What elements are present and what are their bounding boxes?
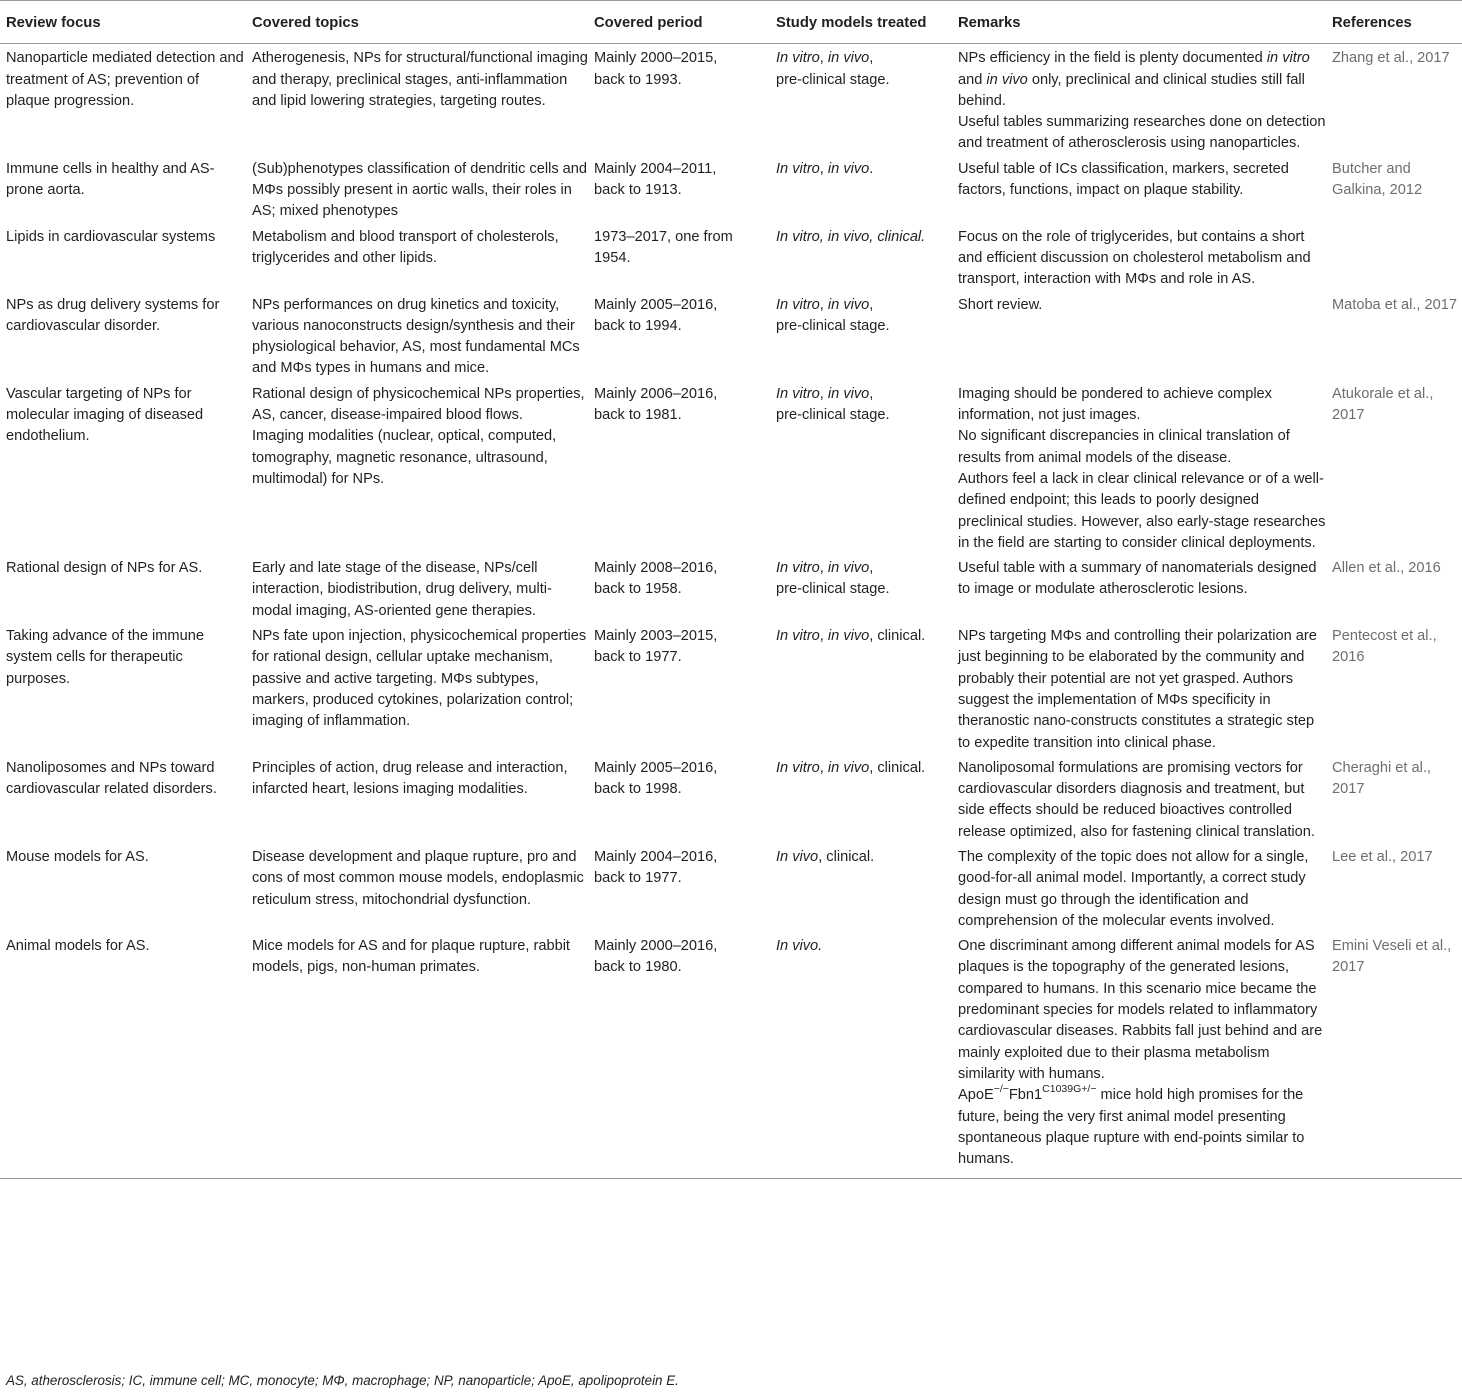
cell-remarks [952, 225, 1326, 293]
models-line [776, 159, 952, 180]
remarks-segment: Useful table with a summary of nanomaterials designed to image or modulate atherosclerotic lesions. [958, 560, 1317, 598]
cell-study-models [770, 225, 952, 293]
models-line [776, 626, 952, 647]
models-segment: in vivo [827, 50, 870, 67]
remarks-segment: The complexity of the topic does not allow for a single, good-for-all animal model. Importantly, a correct study design must go through the identification and comprehension of the molecular events involved. [958, 848, 1309, 929]
remarks-paragraph [958, 847, 1326, 932]
models-segment: in vivo [827, 628, 870, 645]
period-back: back to 1981. [594, 407, 682, 424]
period-main: Mainly 2008–2016, [594, 560, 718, 577]
cell-study-models [770, 845, 952, 934]
models-segment: In vivo [776, 848, 819, 865]
cell-covered-topics: Principles of action, drug release and interaction, infarcted heart, lesions imaging modalities. [252, 759, 568, 798]
cell-remarks [952, 44, 1326, 157]
models-segment: in vivo [827, 759, 870, 776]
models-segment: . [869, 160, 874, 177]
superscript-mutation: C1039G+/− [1042, 1083, 1097, 1096]
gene-apoe: ApoE [958, 1087, 994, 1104]
remarks-segment: NPs targeting MΦs and controlling their polarization are just beginning to be elaborated by the community and probably their potential are not yet grasped. Authors suggest the implementation of MΦs specificity in theranostic nano-constructs constitutes a strategic step to expedite transition into clinical phase. [958, 628, 1317, 751]
models-segment: , [819, 50, 828, 67]
models-segment: , [819, 385, 828, 402]
header-remarks: Remarks [952, 1, 1326, 44]
cell-study-models [770, 934, 952, 1179]
models-segment: , [869, 385, 874, 402]
cell-reference: Pentecost et al., 2016 [1332, 628, 1437, 666]
cell-reference: Zhang et al., 2017 [1332, 50, 1450, 67]
cell-review-focus: Vascular targeting of NPs for molecular imaging of diseased endothelium. [6, 385, 204, 445]
cell-review-focus: Taking advance of the immune system cells for therapeutic purposes. [6, 628, 204, 687]
cell-review-focus: Rational design of NPs for AS. [6, 560, 203, 577]
cell-covered-period [588, 225, 770, 293]
cell-covered-period [588, 624, 770, 756]
remarks-segment: Nanoliposomal formulations are promising vectors for cardiovascular disorders diagnosis and treatment, but side effects should be reduced bioactives controlled release optimized, also for fastening clinical translation. [958, 759, 1315, 840]
models-segment: In vivo. [776, 938, 823, 955]
period-back: back to 1913. [594, 182, 682, 199]
period-back: back to 1977. [594, 870, 682, 887]
models-segment: , clinical. [818, 848, 875, 865]
cell-remarks [952, 382, 1326, 556]
models-segment: In vitro [776, 296, 820, 313]
cell-covered-topics: Mice models for AS and for plaque rupture, rabbit models, pigs, non-human primates. [246, 934, 588, 1179]
cell-review-focus: Animal models for AS. [0, 934, 246, 1179]
remarks-paragraph [958, 295, 1326, 316]
models-segment: , [869, 560, 874, 577]
remarks-paragraph [958, 384, 1326, 427]
table-row [0, 556, 1462, 624]
period-back: back to 1980. [594, 959, 682, 976]
models-segment: In vitro [776, 50, 820, 67]
models-segment: , [869, 296, 874, 313]
models-line [776, 384, 952, 405]
cell-covered-topics [246, 382, 588, 556]
remarks-paragraph [958, 112, 1326, 155]
remarks-segment: mice hold high promises for the future, being the very first animal model presenting spontaneous plaque rupture with end-points similar to humans. [958, 1087, 1305, 1168]
cell-remarks [952, 157, 1326, 225]
cell-covered-topics: Early and late stage of the disease, NPs/cell interaction, biodistribution, drug delivery, multi-modal imaging, AS-oriented gene therapies. [252, 560, 552, 619]
cell-review-focus: Lipids in cardiovascular systems [6, 228, 216, 245]
remarks-segment: and [958, 71, 987, 88]
cell-review-focus: Nanoparticle mediated detection and treatment of AS; prevention of plaque progression. [6, 50, 244, 109]
superscript-genotype: −/− [993, 1083, 1009, 1096]
cell-reference: Allen et al., 2016 [1332, 560, 1441, 577]
models-segment: in vivo [827, 560, 870, 577]
period-back: back to 1998. [594, 781, 682, 798]
cell-covered-period [588, 845, 770, 934]
header-references: References [1326, 1, 1462, 44]
cell-study-models [770, 624, 952, 756]
period-main: Mainly 2005–2016, [594, 759, 718, 776]
models-segment: , [819, 560, 828, 577]
gene-fbn1: Fbn1 [1008, 1087, 1043, 1104]
remarks-paragraph [958, 227, 1326, 291]
cell-covered-topics: Atherogenesis, NPs for structural/functional imaging and therapy, preclinical stages, anti-inflammation and lipid lowering strategies, targeting routes. [252, 50, 588, 109]
remarks-segment: Short review. [958, 296, 1043, 313]
header-covered-topics: Covered topics [246, 1, 588, 44]
models-segment: In vitro [776, 160, 820, 177]
remarks-segment: Authors feel a lack in clear clinical relevance or of a well-defined endpoint; this leads to poorly designed preclinical studies. However, also early-stage researches in the field are starting to consider clinical deployments. [958, 470, 1326, 551]
cell-study-models [770, 44, 952, 157]
models-segment: in vivo [827, 296, 870, 313]
models-segment: , [819, 759, 828, 776]
cell-covered-period [588, 157, 770, 225]
remarks-segment: Focus on the role of triglycerides, but contains a short and efficient discussion on cholesterol metabolism and transport, interaction with MΦs and role in AS. [958, 228, 1311, 288]
cell-review-focus: Nanoliposomes and NPs toward cardiovascular related disorders. [6, 759, 217, 798]
remarks-segment: Useful tables summarizing researches done on detection and treatment of atherosclerosis using nanoparticles. [958, 114, 1326, 152]
table-footnote: AS, atherosclerosis; IC, immune cell; MC, monocyte; MΦ, macrophage; NP, nanoparticle; ApoE, apolipoprotein E. [6, 1373, 679, 1388]
models-segment: , [869, 50, 874, 67]
remarks-paragraph [958, 626, 1326, 754]
cell-remarks [952, 624, 1326, 756]
cell-covered-period [588, 382, 770, 556]
cell-covered-topics: Disease development and plaque rupture, pro and cons of most common mouse models, endoplasmic reticulum stress, mitochondrial dysfunction. [252, 848, 584, 908]
header-row [0, 1, 1462, 44]
models-line [776, 48, 952, 69]
models-segment: In vitro [776, 385, 820, 402]
remarks-segment: NPs efficiency in the field is plenty documented [958, 50, 1267, 67]
models-segment: , [819, 160, 828, 177]
remarks-segment: in vivo [986, 71, 1028, 88]
cell-covered-period [588, 293, 770, 382]
cell-reference: Butcher and Galkina, 2012 [1332, 160, 1423, 199]
remarks-paragraph [958, 558, 1326, 601]
remarks-paragraph [958, 758, 1326, 843]
cell-remarks [952, 293, 1326, 382]
cell-review-focus: Immune cells in healthy and AS-prone aorta. [6, 160, 215, 199]
models-segment: In vitro [776, 628, 820, 645]
cell-covered-topics: Metabolism and blood transport of cholesterols, triglycerides and other lipids. [252, 228, 559, 266]
cell-study-models [770, 382, 952, 556]
models-segment: In vitro [776, 560, 820, 577]
cell-reference: Matoba et al., 2017 [1332, 296, 1457, 313]
models-line [776, 758, 952, 779]
cell-covered-period [588, 756, 770, 845]
cell-study-models [770, 293, 952, 382]
table-row [0, 44, 1462, 157]
models-segment: In vitro [776, 759, 820, 776]
cell-review-focus: NPs as drug delivery systems for cardiovascular disorder. [6, 296, 220, 334]
period-main: Mainly 2004–2011, [594, 160, 717, 177]
models-line [776, 295, 952, 316]
models-line [776, 227, 952, 248]
period-main: Mainly 2004–2016, [594, 848, 718, 865]
remarks-segment: only, preclinical and clinical studies still fall behind. [958, 71, 1305, 109]
cell-reference: Lee et al., 2017 [1332, 848, 1433, 865]
remarks-segment: Useful table of ICs classification, markers, secreted factors, functions, impact on plaque stability. [958, 160, 1289, 199]
cell-reference: Atukorale et al., 2017 [1332, 385, 1434, 424]
table-row [0, 845, 1462, 934]
remarks-paragraph [958, 48, 1326, 112]
remarks-segment: No significant discrepancies in clinical translation of results from animal models of the disease. [958, 428, 1290, 466]
cell-study-models [770, 756, 952, 845]
period-back: back to 1958. [594, 581, 682, 598]
cell-review-focus: Mouse models for AS. [6, 848, 149, 865]
period-main: 1973–2017, one from [594, 228, 733, 245]
table-row [0, 756, 1462, 845]
models-segment: in vivo [827, 385, 870, 402]
models-stage: pre-clinical stage. [776, 317, 890, 334]
remarks-segment: Imaging should be pondered to achieve complex information, not just images. [958, 385, 1272, 424]
cell-reference: Cheraghi et al., 2017 [1332, 759, 1431, 798]
remarks-paragraph [958, 159, 1326, 202]
header-study-models: Study models treated [770, 1, 952, 44]
cell-covered-topics: NPs fate upon injection, physicochemical properties for rational design, cellular uptake mechanism, passive and active targeting. MΦs subtypes, markers, produced cytokines, polarization control; imaging of inflammation. [252, 628, 587, 730]
remarks-segment: in vitro [1266, 50, 1310, 67]
header-review-focus: Review focus [0, 1, 246, 44]
table-row [0, 624, 1462, 756]
models-segment: , [819, 296, 828, 313]
cell-covered-period [588, 556, 770, 624]
table-row [0, 293, 1462, 382]
period-back: back to 1977. [594, 649, 682, 666]
period-back: back to 1993. [594, 71, 682, 88]
remarks-paragraph [958, 1085, 1326, 1170]
topics-paragraph: Imaging modalities (nuclear, optical, computed, tomography, magnetic resonance, ultrasound, multimodal) for NPs. [252, 428, 557, 487]
period-main: Mainly 2005–2016, [594, 296, 718, 313]
remarks-paragraph [958, 469, 1326, 554]
models-segment: in vivo [827, 160, 870, 177]
cell-covered-topics: (Sub)phenotypes classification of dendritic cells and MΦs possibly present in aortic walls, their roles in AS; mixed phenotypes [252, 160, 588, 220]
table-row [0, 934, 1462, 1179]
cell-remarks [952, 556, 1326, 624]
cell-reference [1326, 225, 1462, 293]
cell-study-models [770, 157, 952, 225]
models-segment: , [819, 628, 828, 645]
cell-remarks [952, 845, 1326, 934]
models-line [776, 847, 952, 868]
table-row [0, 157, 1462, 225]
models-line [776, 936, 952, 957]
table-row [0, 225, 1462, 293]
cell-covered-topics: NPs performances on drug kinetics and toxicity, various nanoconstructs design/synthesis and their physiological behavior, AS, most fundamental MCs and MΦs types in humans and mice. [252, 296, 580, 377]
cell-covered-period [588, 934, 770, 1179]
period-back: 1954. [594, 249, 631, 266]
remarks-paragraph: One discriminant among different animal models for AS plaques is the topography of the generated lesions, compared to humans. In this scenario mice became the predominant species for models related to inflammatory cardiovascular diseases. Rabbits fall just behind and are mainly exploited due to their plasma metabolism similarity with humans. [958, 938, 1323, 1082]
period-main: Mainly 2000–2016, [594, 938, 718, 955]
period-back: back to 1994. [594, 317, 682, 334]
cell-reference: Emini Veseli et al., 2017 [1326, 934, 1462, 1179]
period-main: Mainly 2003–2015, [594, 628, 718, 645]
cell-remarks [952, 756, 1326, 845]
models-stage: pre-clinical stage. [776, 581, 890, 598]
table-row [0, 382, 1462, 556]
topics-paragraph: Rational design of physicochemical NPs properties, AS, cancer, disease-impaired blood flows. [252, 385, 585, 424]
cell-covered-period [588, 44, 770, 157]
header-covered-period: Covered period [588, 1, 770, 44]
period-main: Mainly 2000–2015, [594, 50, 718, 67]
cell-remarks [952, 934, 1326, 1179]
remarks-paragraph [958, 426, 1326, 469]
models-segment: In vitro, in vivo, clinical. [776, 228, 926, 245]
models-line [776, 558, 952, 579]
models-segment: , clinical. [869, 759, 926, 776]
models-segment: , clinical. [869, 628, 926, 645]
models-stage: pre-clinical stage. [776, 407, 890, 424]
models-stage: pre-clinical stage. [776, 71, 890, 88]
period-main: Mainly 2006–2016, [594, 385, 718, 402]
cell-study-models [770, 556, 952, 624]
